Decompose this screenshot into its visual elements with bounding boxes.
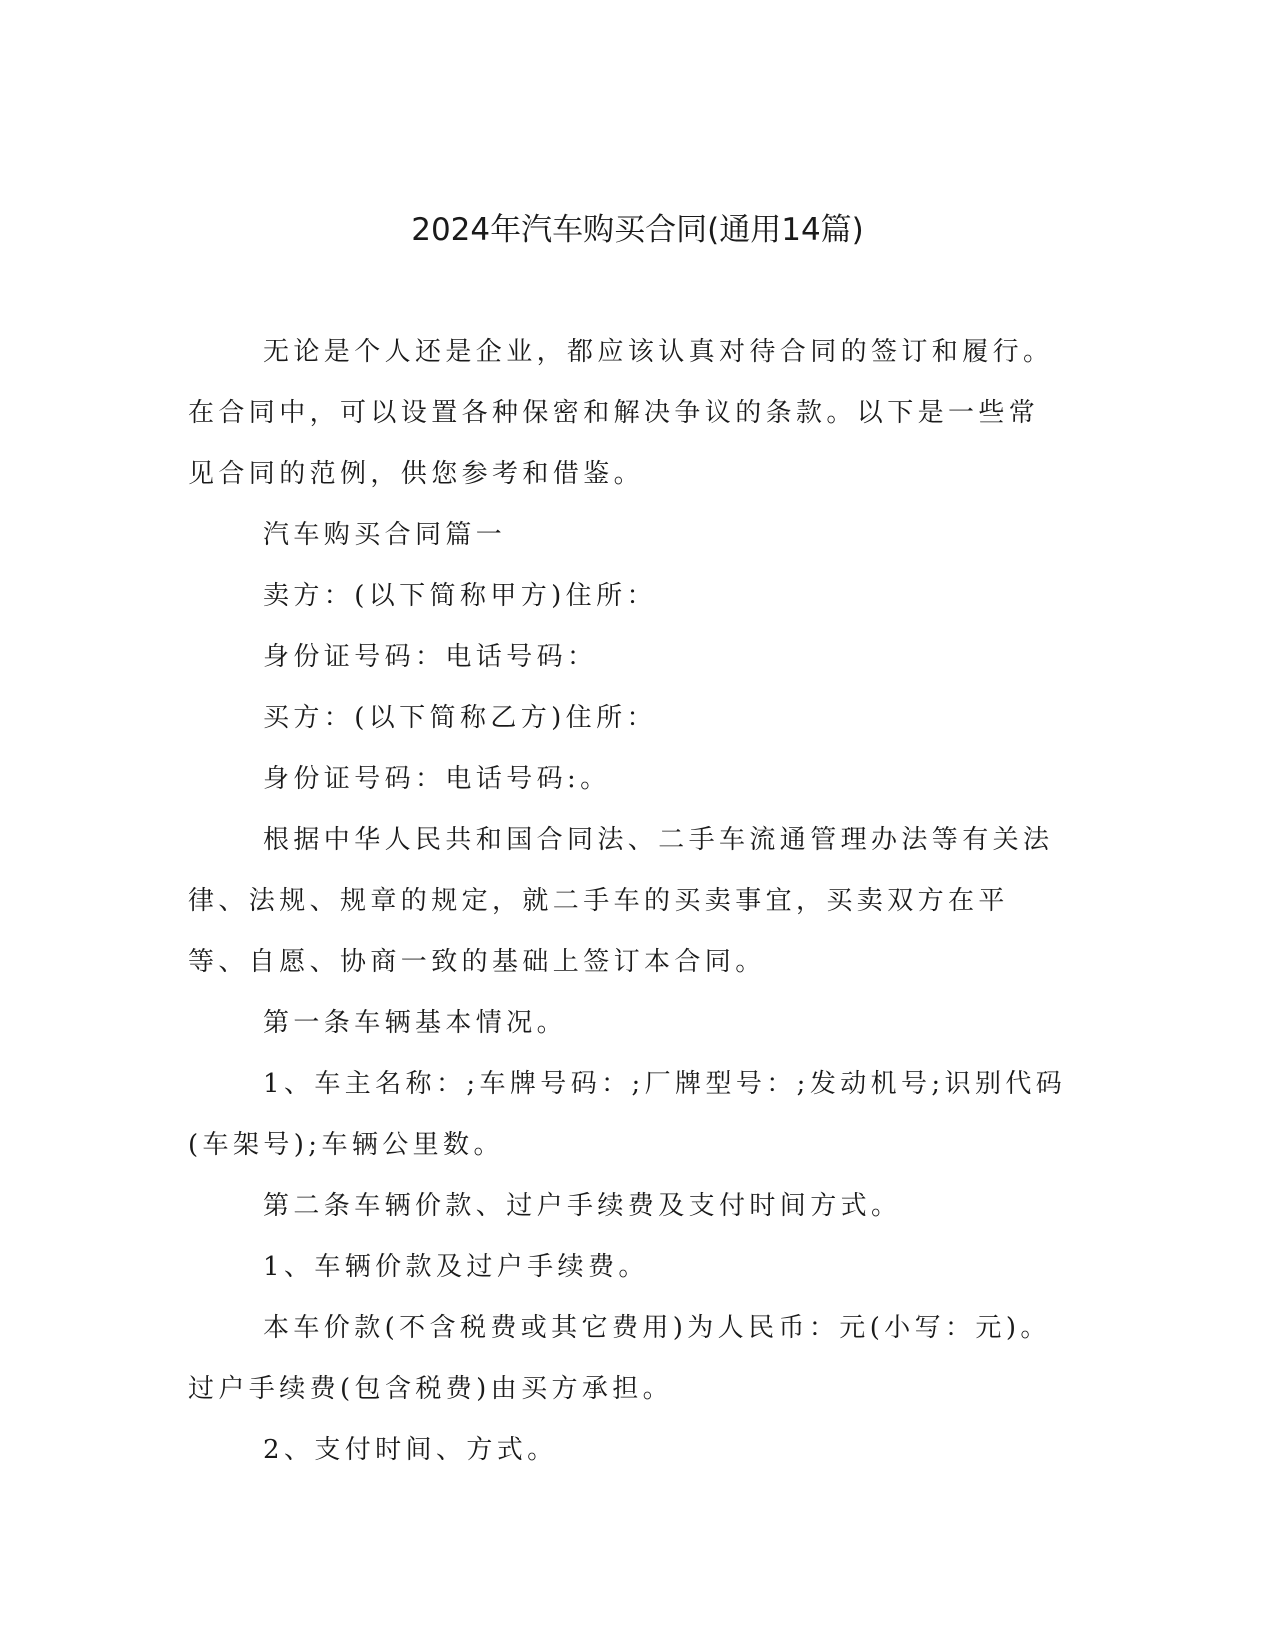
document-title: 2024年汽车购买合同(通用14篇) bbox=[411, 212, 864, 248]
paragraph-intro: 无论是个人还是企业，都应该认真对待合同的签订和履行。在合同中，可以设置各种保密和解决争议的条款。以下是一些常见合同的范例，供您参考和借鉴。 bbox=[188, 337, 1054, 489]
paragraph-article-2: 第二条车辆价款、过户手续费及支付时间方式。 bbox=[263, 1191, 902, 1221]
paragraph-buyer-id: 身份证号码：电话号码:。 bbox=[263, 764, 611, 794]
paragraph-vehicle-info: 1、车主名称：;车牌号码：;厂牌型号：;发动机号;识别代码(车架号);车辆公里数。 bbox=[188, 1069, 1067, 1160]
paragraph-section-heading: 汽车购买合同篇一 bbox=[263, 520, 507, 550]
paragraph-price-fee: 1、车辆价款及过户手续费。 bbox=[263, 1252, 649, 1282]
paragraph-legal-basis: 根据中华人民共和国合同法、二手车流通管理办法等有关法律、法规、规章的规定，就二手车的买卖事宜，买卖双方在平等、自愿、协商一致的基础上签订本合同。 bbox=[188, 825, 1054, 977]
paragraph-buyer: 买方：(以下简称乙方)住所： bbox=[263, 703, 657, 733]
paragraph-price-detail: 本车价款(不含税费或其它费用)为人民币：元(小写：元)。过户手续费(包含税费)由买方承担。 bbox=[188, 1313, 1051, 1404]
paragraph-article-1: 第一条车辆基本情况。 bbox=[263, 1008, 568, 1038]
paragraph-seller-id: 身份证号码：电话号码： bbox=[263, 642, 598, 672]
document-body bbox=[188, 322, 1068, 1481]
paragraph-payment: 2、支付时间、方式。 bbox=[263, 1435, 558, 1465]
paragraph-seller: 卖方：(以下简称甲方)住所： bbox=[263, 581, 657, 611]
